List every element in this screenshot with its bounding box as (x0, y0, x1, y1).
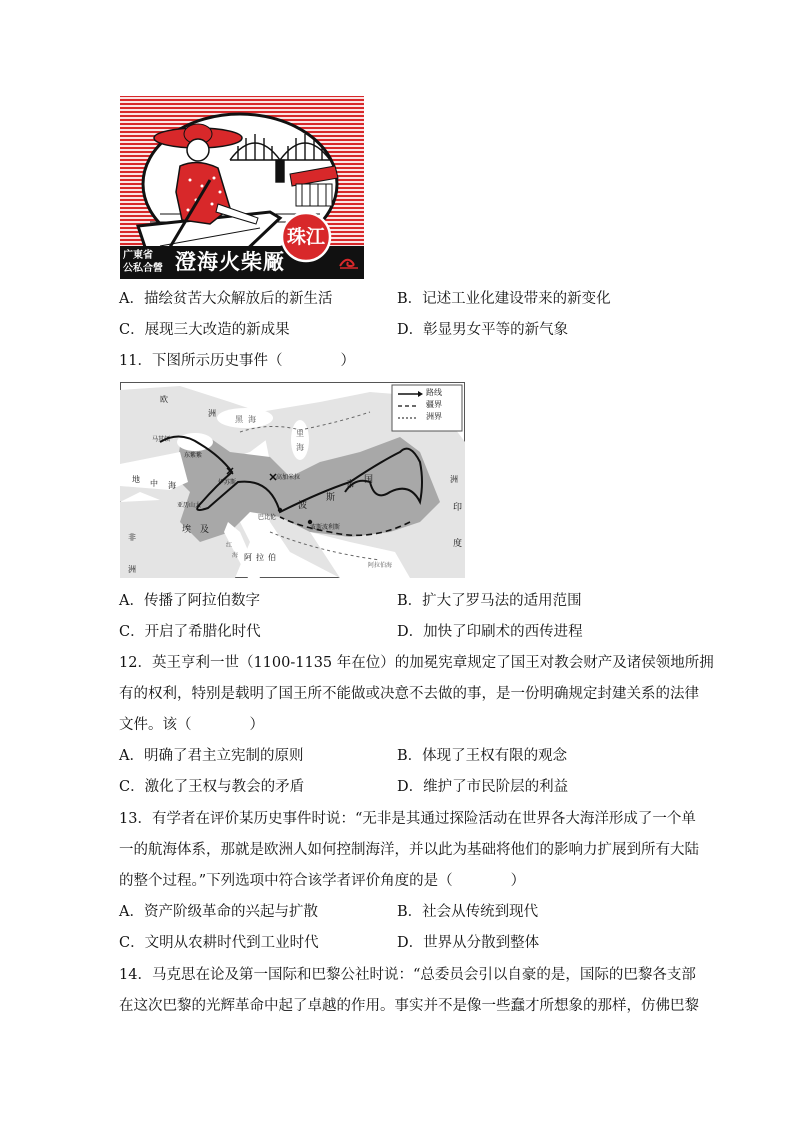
q10-option-a[interactable]: A．描绘贫苦大众解放后的新生活 (119, 291, 333, 307)
map-label: 中 (150, 479, 158, 488)
map-label: 伯 (268, 553, 276, 562)
q13-option-d[interactable]: D．世界从分散到整体 (397, 935, 540, 951)
q12-option-b[interactable]: B．体现了王权有限的观念 (397, 748, 568, 764)
map-label: 马其顿 (152, 436, 171, 443)
q14-stem-line: 在这次巴黎的光辉革命中起了卓越的作用。事实并不是像一些蠢才所想象的那样，仿佛巴黎 (119, 998, 699, 1014)
q11-stem: 11．下图所示历史事件（ ） (119, 353, 355, 369)
q11-option-d[interactable]: D．加快了印刷术的西传进程 (397, 624, 583, 640)
q12-stem-line: 文件。该（ ） (119, 717, 264, 733)
map-label: 东紫紫 (184, 452, 203, 459)
map-label: 红 (226, 542, 233, 549)
legend-continent-label: 洲界 (426, 412, 442, 421)
q12-stem-line: 有的权利，特别是载明了国王所不能做或决意不去做的事，是一份明确规定封建关系的法律 (119, 686, 699, 702)
q11-option-a[interactable]: A．传播了阿拉伯数字 (119, 593, 260, 609)
map-label: 海 (232, 552, 239, 559)
q11-option-c[interactable]: C．开启了希腊化时代 (119, 624, 261, 640)
map-label: 海 (248, 415, 256, 424)
q13-option-c[interactable]: C．文明从农耕时代到工业时代 (119, 935, 319, 951)
poster-badge-text: 珠江 (286, 226, 325, 248)
map-label: 洲 (128, 565, 136, 574)
map-label: 黑 (235, 415, 243, 424)
map-label: 埃 (182, 525, 192, 535)
map-label: 波 (298, 501, 308, 511)
map-label: 海 (168, 481, 176, 490)
map-label: 里 (296, 429, 304, 438)
map-label: 伊苏斯 (218, 479, 237, 486)
q12-option-c[interactable]: C．激化了王权与教会的矛盾 (119, 779, 305, 795)
q10-option-b[interactable]: B．记述工业化建设带来的新变化 (397, 291, 611, 307)
matchbox-poster (120, 96, 364, 279)
map-label: 印 (453, 503, 463, 513)
map-label: 地 (132, 475, 140, 484)
q12-option-d[interactable]: D．维护了市民阶层的利益 (397, 779, 569, 795)
map-label: 高加米拉 (276, 474, 301, 481)
q12-stem-line: 12．英王亨利一世（1100-1135 年在位）的加冕宪章规定了国王对教会财产及诸侯领地所拥 (119, 655, 714, 671)
map-label: 亚历山大 (177, 502, 202, 509)
q13-option-b[interactable]: B．社会从传统到现代 (397, 904, 539, 920)
map-label: 海 (296, 443, 304, 452)
q12-option-a[interactable]: A．明确了君主立宪制的原则 (119, 748, 304, 764)
alexander-campaign-map (120, 382, 465, 578)
legend-border-label: 疆界 (426, 400, 442, 409)
q13-stem-line: 一的航海体系，那就是欧洲人如何控制海洋，并以此为基础将他们的影响力扩展到所有大陆 (119, 842, 699, 858)
poster-banner-left: 广東省 公私合營 (123, 250, 163, 274)
map-label: 斯 (326, 493, 336, 503)
map-label: 阿拉伯海 (368, 562, 393, 569)
map-label: 巴比伦 (258, 514, 277, 521)
poster-banner-title: 澄海火柴厰 (175, 250, 285, 274)
q10-option-c[interactable]: C．展现三大改造的新成果 (119, 322, 290, 338)
q13-option-a[interactable]: A．资产阶级革命的兴起与扩散 (119, 904, 318, 920)
map-label: 帝 (346, 480, 356, 490)
q10-option-d[interactable]: D．彰显男女平等的新气象 (397, 322, 569, 338)
map-label: 国 (364, 475, 374, 485)
map-label: 欧 (160, 395, 168, 404)
map-label: 及 (200, 525, 210, 535)
map-label: 拉 (256, 553, 264, 562)
map-label: 非 (128, 533, 136, 542)
swirl-icon (338, 254, 360, 270)
q11-option-b[interactable]: B．扩大了罗马法的适用范围 (397, 593, 582, 609)
q14-stem-line: 14．马克思在论及第一国际和巴黎公社时说：“总委员会引以自豪的是，国际的巴黎各支部 (119, 967, 696, 983)
q13-stem-line: 的整个过程。”下列选项中符合该学者评价角度的是（ ） (119, 873, 526, 889)
map-label: 洲 (450, 475, 458, 484)
map-label: 阿 (244, 553, 252, 562)
map-label: 洲 (208, 409, 216, 418)
q13-stem-line: 13．有学者在评价某历史事件时说：“无非是其通过探险活动在世界各大海洋形成了一个单 (119, 811, 696, 827)
map-label: 度 (453, 539, 463, 549)
legend-route-label: 路线 (426, 388, 442, 397)
map-label: 波斯波利斯 (310, 524, 341, 531)
